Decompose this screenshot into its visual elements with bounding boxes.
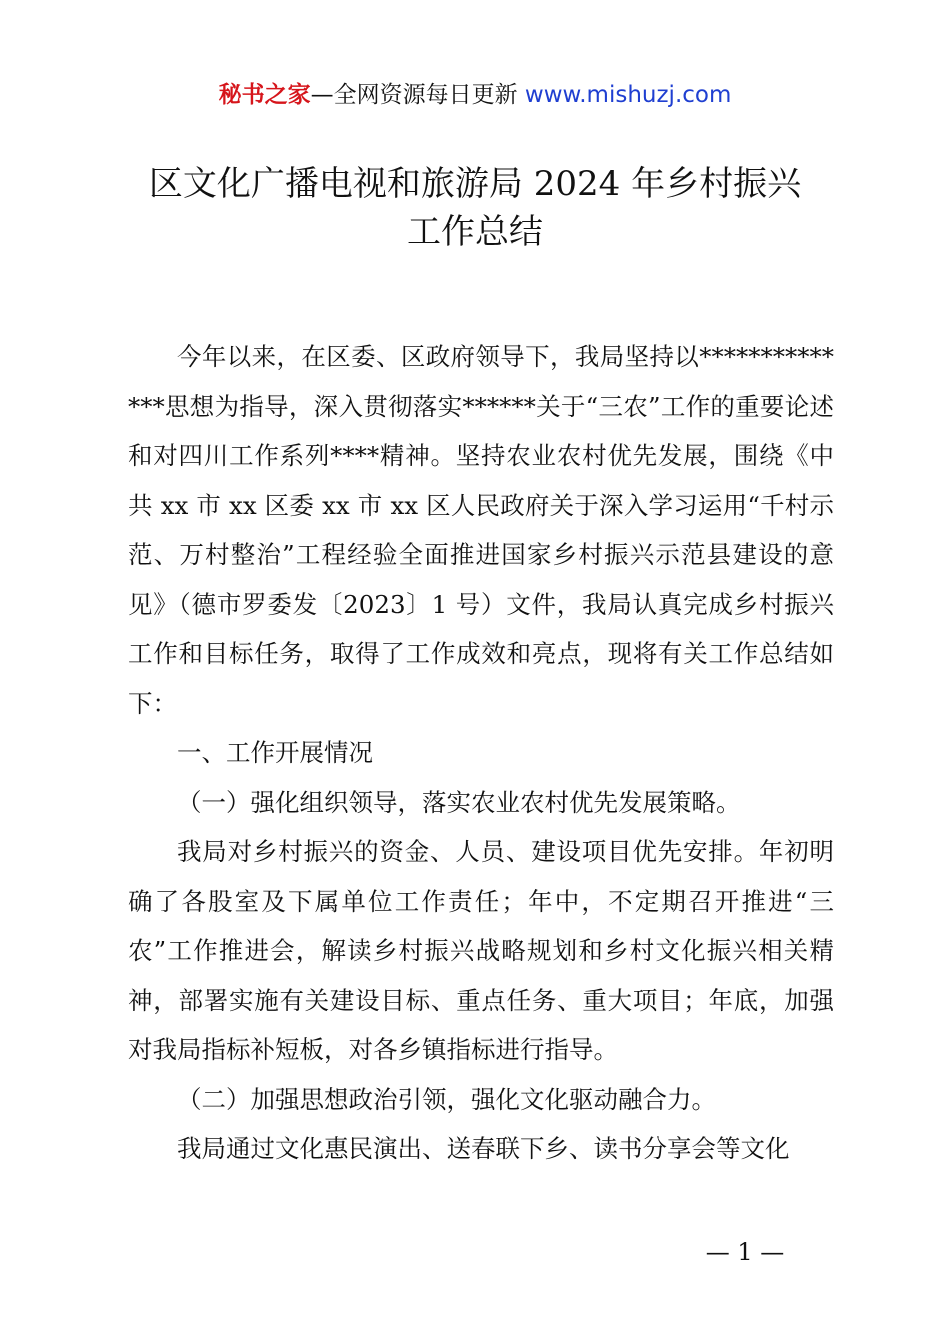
- page-number: — 1 —: [705, 1238, 785, 1266]
- subsection-heading-1: （一）强化组织领导，落实农业农村优先发展策略。: [177, 787, 741, 817]
- site-banner: [0, 78, 950, 112]
- document-title: [60, 160, 890, 256]
- section-heading-1: 一、工作开展情况: [177, 738, 373, 767]
- intro-paragraph: 今年以来，在区委、区政府领导下，我局坚持以**************思想为指导，深入贯彻落实******关于“三农”工作的重要论述和对四川工作系列****精神。坚持农业农村优先发展，围绕《中共 xx 市 xx 区委 xx 市 xx 区人民政府关于深入学习运用“千村示范、万村整治”工程经验全面推进国家乡村振兴示范县建设的意见》（德市罗委发〔2023〕1 号）文件，我局认真完成乡村振兴工作和目标任务，取得了工作成效和亮点，现将有关工作总结如下：: [128, 342, 834, 718]
- title-line-1: 区文化广播电视和旅游局 2024 年乡村振兴: [148, 164, 802, 204]
- site-url[interactable]: www.mishuzj.com: [524, 82, 732, 108]
- document-body: [128, 332, 834, 1174]
- body-paragraph-1: 我局对乡村振兴的资金、人员、建设项目优先安排。年初明确了各股室及下属单位工作责任；年中，不定期召开推进“三农”工作推进会，解读乡村振兴战略规划和乡村文化振兴相关精神，部署实施有关建设目标、重点任务、重大项目；年底，加强对我局指标补短板，对各乡镇指标进行指导。: [128, 837, 834, 1064]
- brand-name: 秘书之家: [218, 82, 311, 108]
- slogan-text: —全网资源每日更新: [310, 82, 525, 108]
- body-paragraph-2: 我局通过文化惠民演出、送春联下乡、读书分享会等文化: [177, 1134, 790, 1163]
- subsection-heading-2: （二）加强思想政治引领，强化文化驱动融合力。: [177, 1084, 716, 1114]
- title-line-2: 工作总结: [407, 212, 543, 252]
